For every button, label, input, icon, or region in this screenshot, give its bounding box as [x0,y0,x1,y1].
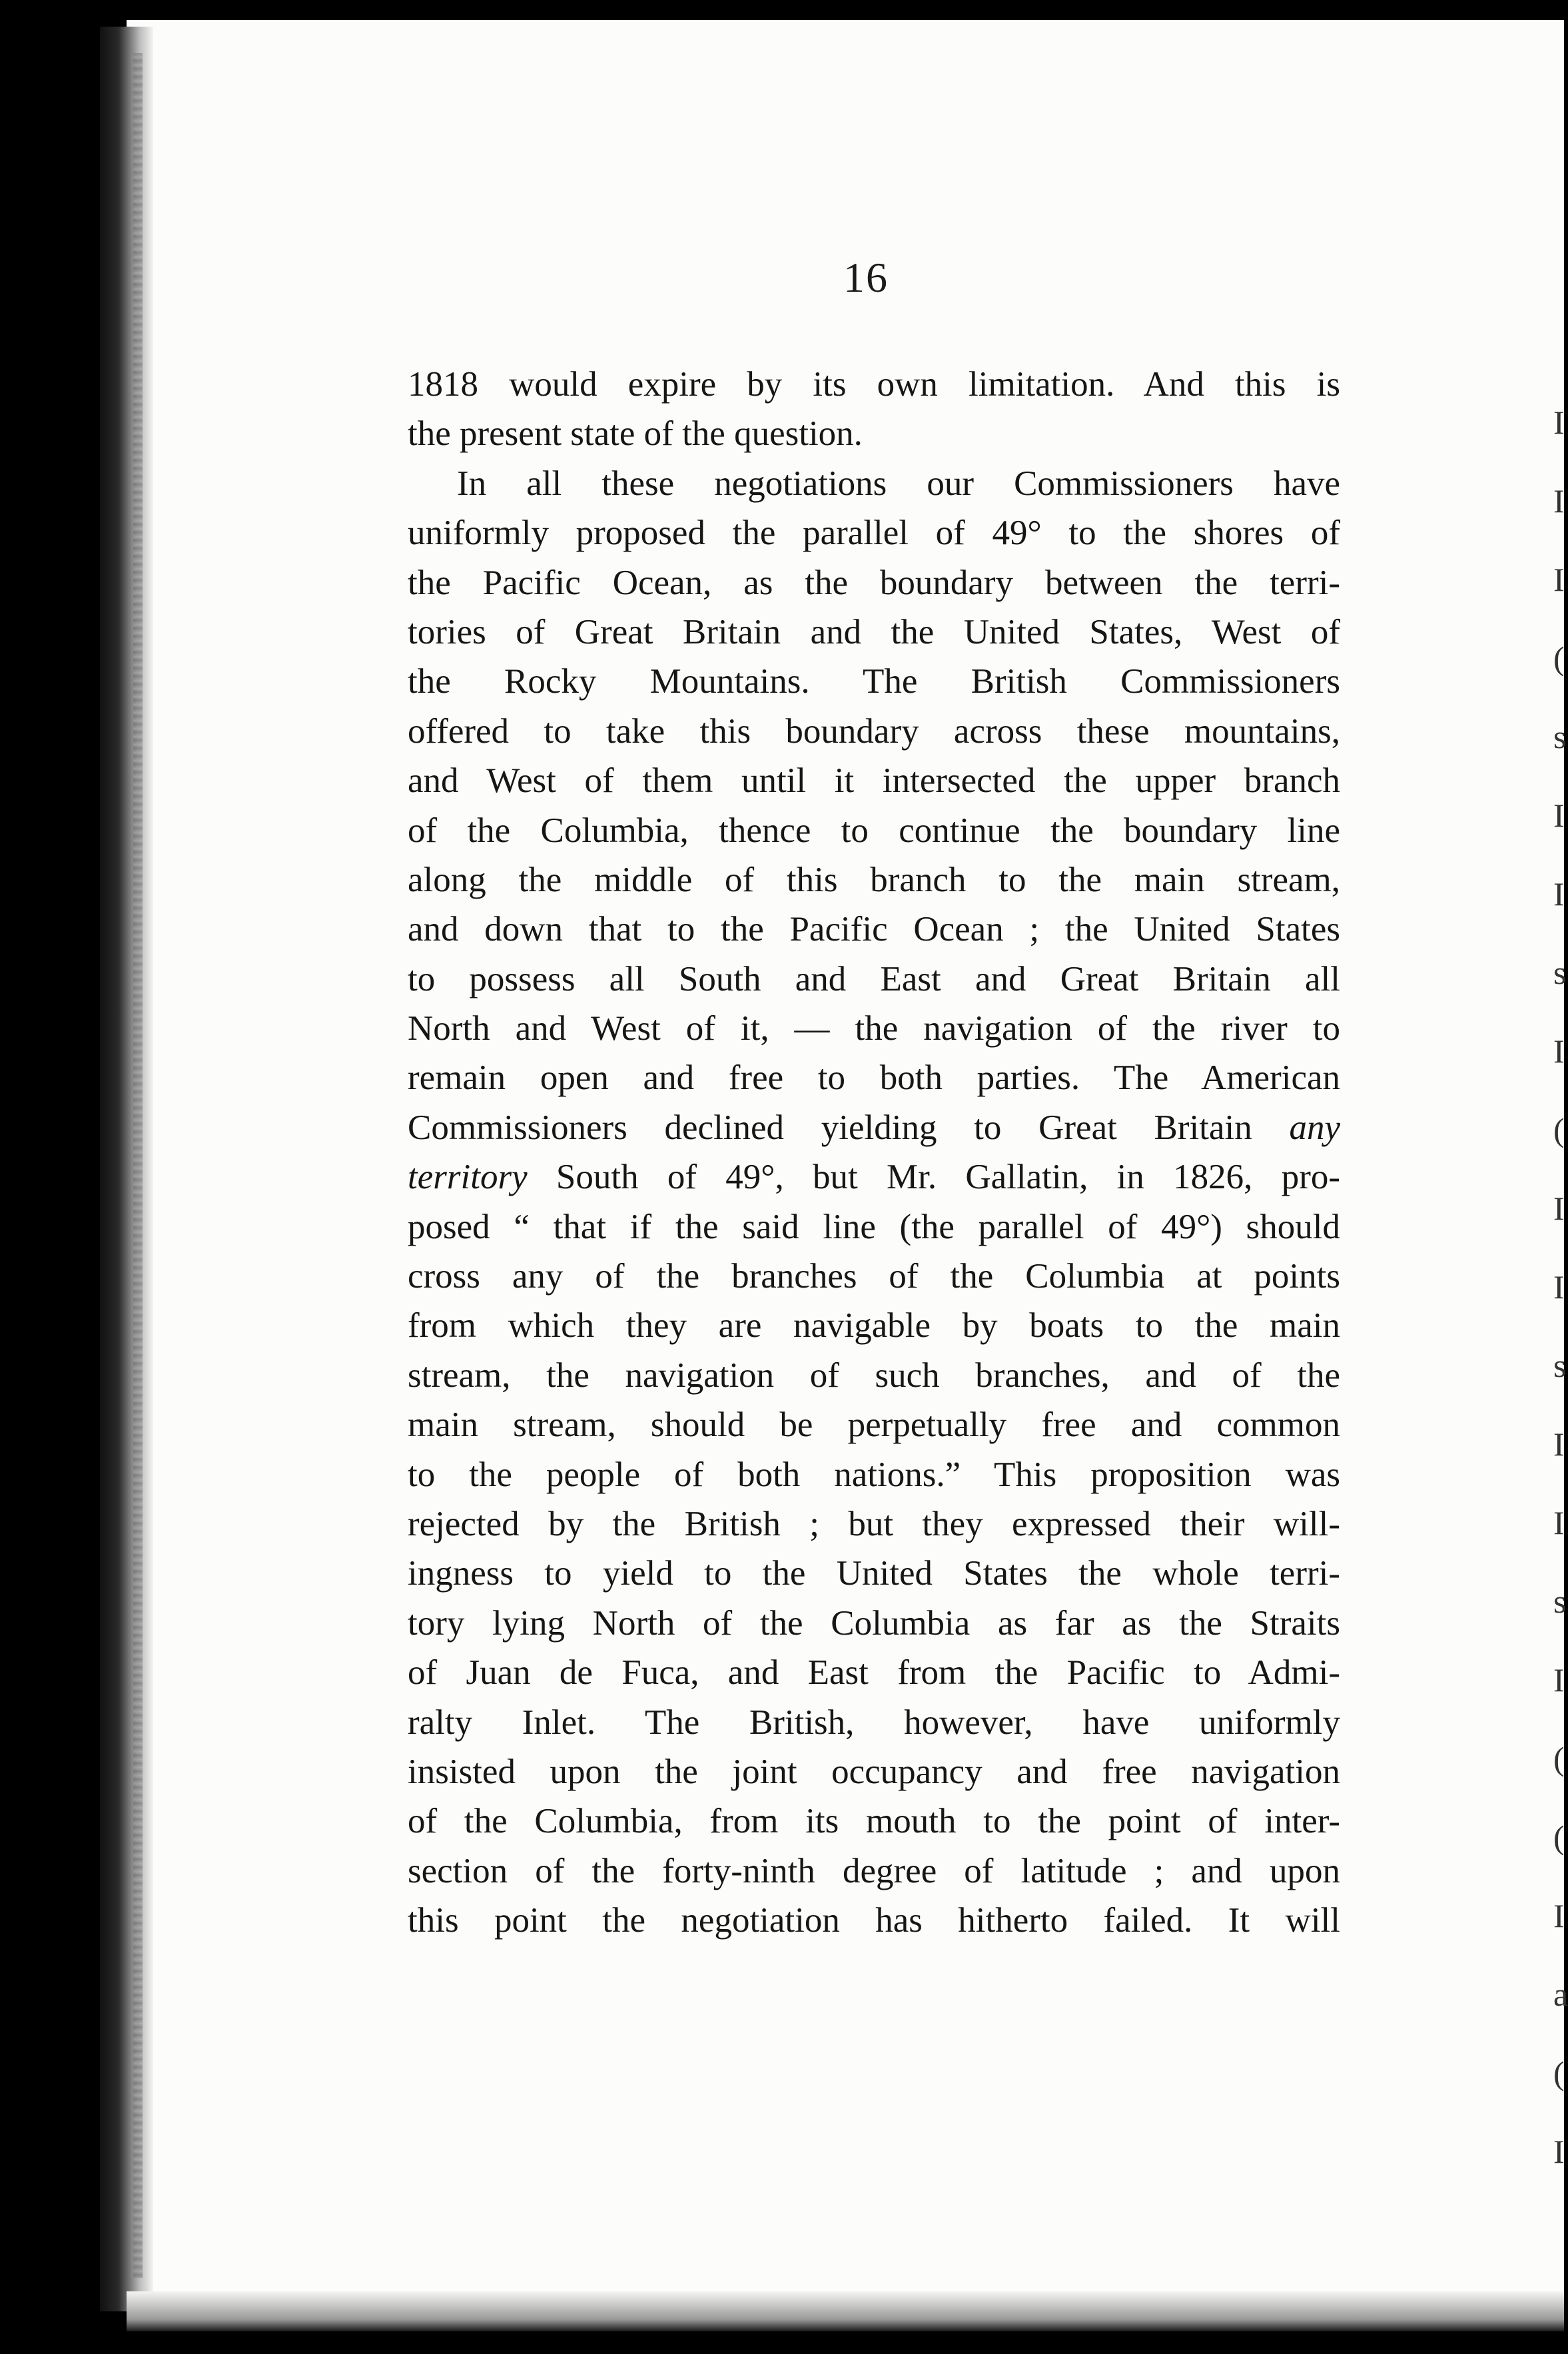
text-segment: South of 49°, but Mr. Gallatin, in 1826, pro- [527,1158,1340,1197]
edge-mark: s [1553,954,1567,991]
text-line: In all these negotiations our Commissioners have [457,464,1340,503]
edge-mark: s [1553,1583,1567,1620]
edge-mark: I [1553,1190,1565,1227]
edge-mark: ( [1553,1111,1565,1148]
italic-word: any [1289,1108,1340,1147]
edge-mark: s [1553,1347,1567,1384]
edge-mark: ( [1553,1740,1565,1777]
edge-mark: I [1553,1661,1565,1699]
text-line: tory lying North of the Columbia as far as the Straits [408,1603,1340,1643]
text-line: the Pacific Ocean, as the boundary between the terri- [408,563,1340,602]
text-line: to possess all South and East and Great Britain all [408,959,1340,998]
text-line: ralty Inlet. The British, however, have uniformly [408,1703,1340,1742]
edge-mark: a [1553,1976,1568,2013]
text-line: remain open and free to both parties. The American [408,1058,1340,1098]
edge-mark: ( [1553,2054,1565,2092]
text-line: posed “ that if the said line (the parallel of 49°) should [408,1207,1340,1246]
text-line: the Rocky Mountains. The British Commissioners [408,662,1340,701]
text-line: offered to take this boundary across these mountains, [408,711,1340,751]
text-segment: Commissioners declined yielding to Great Britain [408,1108,1252,1147]
text-line: tories of Great Britain and the United States, West of [408,612,1340,651]
body-text [408,360,1340,1946]
edge-mark: I [1553,561,1565,598]
text-line: 1818 would expire by its own limitation. And this is [408,365,1340,404]
text-line: and West of them until it intersected the upper branch [408,761,1340,801]
text-line: this point the negotiation has hitherto failed. It will [408,1901,1340,1940]
text-line: to the people of both nations.” This proposition was [408,1455,1340,1494]
text-line: from which they are navigable by boats to the main [408,1306,1340,1346]
bottom-shadow [127,2291,1564,2331]
edge-mark: I [1553,482,1565,520]
text-line-with-italic [408,1152,1340,1202]
edge-mark: ( [1553,639,1565,677]
text-line: along the middle of this branch to the main stream, [408,860,1340,899]
edge-mark: I [1553,875,1565,913]
edge-mark: I [1553,797,1565,834]
text-line: of the Columbia, thence to continue the boundary line [408,811,1340,850]
text-line: section of the forty-ninth degree of latitude ; and upon [408,1851,1340,1890]
text-line: insisted upon the joint occupancy and free navigation [408,1752,1340,1791]
facing-page-edge-marks [1553,373,1568,2181]
edge-mark: ( [1553,1818,1565,1856]
text-line: ingness to yield to the United States the whole terri- [408,1554,1340,1593]
text-line: of Juan de Fuca, and East from the Pacific to Admi- [408,1653,1340,1693]
edge-mark: I [1553,1268,1565,1306]
text-line: rejected by the British ; but they expressed their will- [408,1504,1340,1543]
edge-mark: I [1553,1897,1565,1934]
edge-mark: I [1553,1032,1565,1070]
text-line: and down that to the Pacific Ocean ; the United States [408,910,1340,949]
edge-mark: I [1553,2133,1565,2170]
page-number: 16 [843,254,889,301]
edge-mark: I [1553,1425,1565,1463]
text-line: stream, the navigation of such branches, and of the [408,1356,1340,1395]
text-line: main stream, should be perpetually free and common [408,1405,1340,1445]
text-line-with-italic [408,1103,1340,1152]
text-line: cross any of the branches of the Columbia at points [408,1257,1340,1296]
edge-mark: I [1553,1504,1565,1541]
italic-word: territory [408,1158,528,1197]
text-line: of the Columbia, from its mouth to the point of inter- [408,1802,1340,1841]
edge-mark: s [1553,718,1567,755]
edge-mark: I [1553,404,1565,441]
text-line: North and West of it, — the navigation of the river to [408,1009,1340,1048]
page-stack-edge [133,53,143,2278]
text-line: uniformly proposed the parallel of 49° to the shores of [408,514,1340,553]
binding-gutter [100,27,153,2311]
text-line: the present state of the question. [408,414,863,454]
